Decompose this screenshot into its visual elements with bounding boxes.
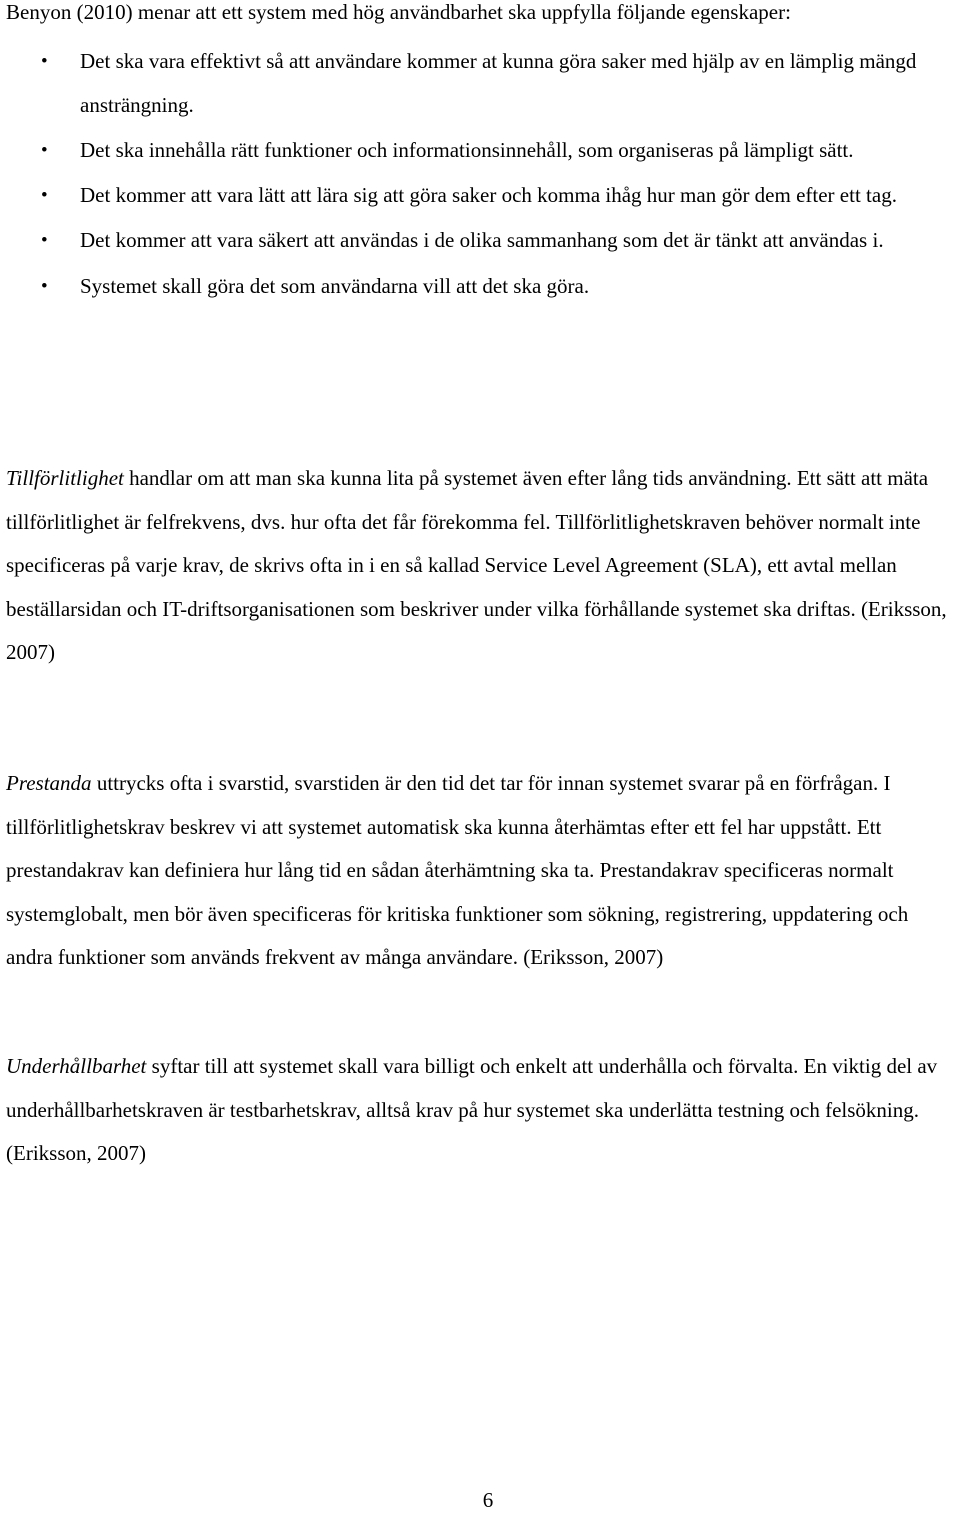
list-item-text: Det kommer att vara lätt att lära sig att göra saker och komma ihåg hur man gör dem efter ett tag.	[80, 183, 897, 208]
list-item-text: Systemet skall göra det som användarna vill att det ska göra.	[80, 273, 590, 298]
performance-text: uttrycks ofta i svarstid, svarstiden är den tid det tar för innan systemet svarar på en förfrågan. I tillförlitlighetskrav beskrev vi att systemet automatisk ska kunna återhämtas efter ett fel har uppstått. Ett prestandakrav kan definiera hur lång tid en sådan återhämtning ska ta. Prestandakrav specificeras normalt systemglobalt, men bör även specificeras för kritiska funktioner som sökning, registrering, uppdatering och andra funktioner som används frekvent av många användare. (Eriksson, 2007)	[6, 771, 909, 969]
bullet-icon: •	[41, 230, 48, 252]
list-item	[0, 219, 950, 263]
performance-paragraph	[6, 762, 960, 980]
property-list	[0, 40, 960, 310]
list-item-text: Det kommer att vara säkert att användas i de olika sammanhang som det är tänkt att användas i.	[80, 228, 884, 253]
bullet-icon: •	[41, 139, 48, 161]
performance-term: Prestanda	[6, 771, 92, 795]
list-item	[0, 40, 950, 127]
reliability-term: Tillförlitlighet	[6, 466, 124, 490]
maintainability-text: syftar till att systemet skall vara billigt och enkelt att underhålla och förvalta. En viktig del av underhållbarhetskraven är testbarhetskrav, alltså krav på hur systemet ska underlätta testning och felsökning. (Eriksson, 2007)	[6, 1054, 938, 1165]
maintainability-paragraph	[6, 1045, 960, 1176]
bullet-icon: •	[41, 51, 48, 72]
intro-paragraph: Benyon (2010) menar att ett system med hög användbarhet ska uppfylla följande egenskaper:	[6, 0, 791, 24]
maintainability-term: Underhållbarhet	[6, 1054, 147, 1078]
list-item-text: Det ska innehålla rätt funktioner och informationsinnehåll, som organiseras på lämpligt sätt.	[80, 137, 854, 162]
list-item	[0, 265, 950, 309]
list-item-text: Det ska vara effektivt så att användare kommer at kunna göra saker med hjälp av en lämplig mängd ansträngning.	[80, 49, 917, 117]
bullet-icon: •	[41, 275, 48, 297]
reliability-text: handlar om att man ska kunna lita på systemet även efter lång tids användning. Ett sätt att mäta tillförlitlighet är felfrekvens, dvs. hur ofta det får förekomma fel. Tillförlitlighetskraven behöver normalt inte specificeras på varje krav, de skrivs ofta in i en så kallad Service Level Agreement (SLA), ett avtal mellan beställarsidan och IT-driftsorganisationen som beskriver under vilka förhållande systemet ska driftas. (Eriksson, 2007)	[6, 466, 947, 664]
page-number: 6	[482, 1488, 494, 1512]
bullet-icon: •	[41, 185, 48, 207]
list-item	[0, 174, 950, 218]
reliability-paragraph	[6, 457, 960, 675]
list-item	[0, 129, 950, 173]
